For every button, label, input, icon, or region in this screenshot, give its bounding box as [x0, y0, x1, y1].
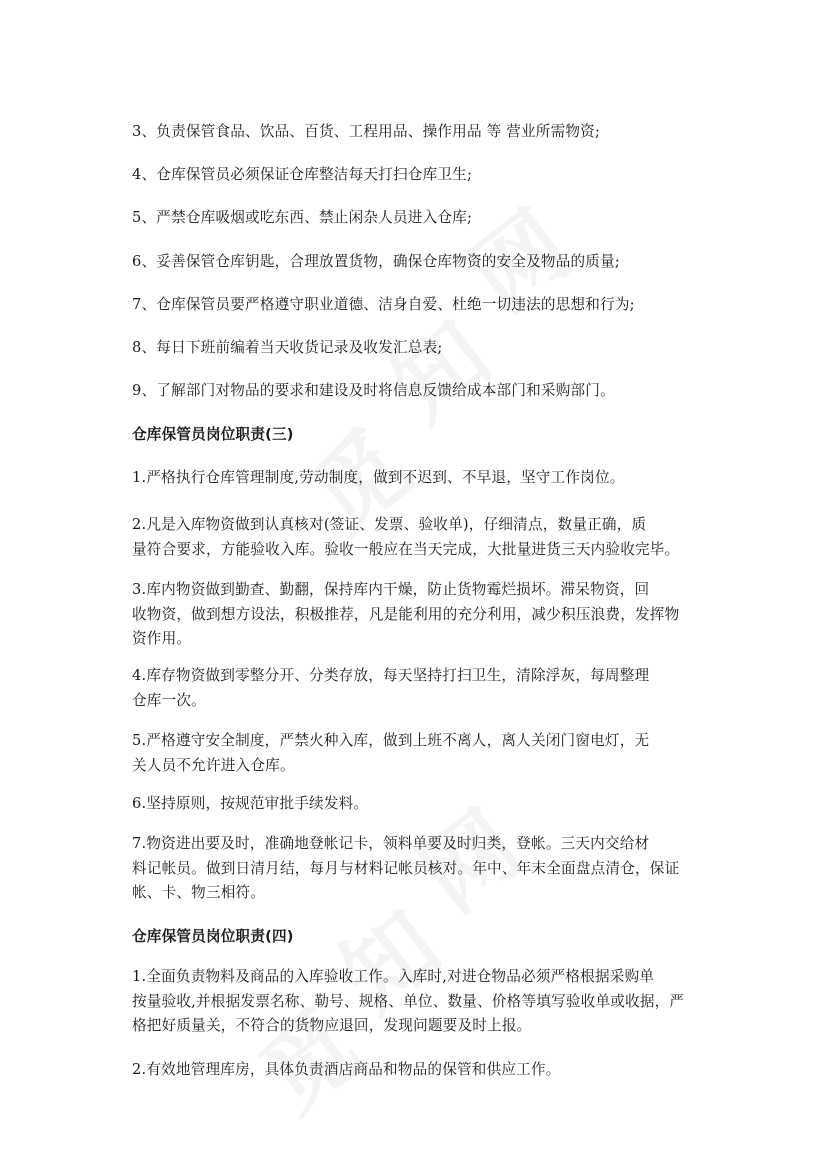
- paragraph-line: 料记帐员。做到日清月结，每月与材料记帐员核对。年中、年末全面盘点清仓，保证: [132, 859, 680, 877]
- paragraph-line: 收物资，做到想方设法，积极推荐，凡是能利用的充分利用，减少积压浪费，发挥物: [132, 605, 680, 623]
- list-item: 9、了解部门对物品的要求和建设及时将信息反馈给成本部门和采购部门。: [132, 382, 615, 399]
- paragraph-line: 2.有效地管理库房，具体负责酒店商品和物品的保管和供应工作。: [132, 1061, 561, 1078]
- list-item: 4、仓库保管员必须保证仓库整洁每天打扫仓库卫生;: [132, 166, 473, 183]
- paragraph-line: 2.凡是入库物资做到认真核对(签证、发票、验收单)，仔细清点，数量正确，质: [132, 516, 647, 533]
- list-item: 6、妥善保管仓库钥匙，合理放置货物，确保仓库物资的安全及物品的质量;: [132, 253, 621, 270]
- paragraph-line: 1.全面负责物料及商品的入库验收工作。入库时,对进仓物品必须严格根据采购单: [132, 968, 655, 985]
- paragraph: [132, 664, 732, 713]
- paragraph: [132, 1061, 561, 1079]
- paragraph-line: 按量验收,并根据发票名称、勒号、规格、单位、数量、价格等填写验收单或收据，严: [132, 992, 685, 1010]
- paragraph: [132, 795, 368, 813]
- paragraph-line: 格把好质量关，不符合的货物应退回，发现问题要及时上报。: [132, 1017, 532, 1034]
- list-item: 5、严禁仓库吸烟或吃东西、禁止闲杂人员进入仓库;: [132, 209, 473, 226]
- section-heading: 仓库保管员岗位职责(三): [132, 426, 294, 443]
- paragraph-line: 4.库存物资做到零整分开、分类存放，每天坚持打扫卫生，清除浮灰，每周整理: [132, 667, 650, 684]
- paragraph: [132, 965, 732, 1039]
- list-item: 8、每日下班前编着当天收货记录及收发汇总表;: [132, 339, 443, 356]
- paragraph-line: 3.库内物资做到勤查、勤翻，保持库内干燥，防止货物霉烂损坏。滞呆物资，回: [132, 581, 650, 598]
- paragraph-line: 量符合要求，方能验收入库。验收一般应在当天完成，大批量进货三天内验收完毕。: [132, 540, 680, 558]
- list-item: 7、仓库保管员要严格遵守职业道德、洁身自爱、杜绝一切违法的思想和行为;: [132, 296, 635, 313]
- list-item: 3、负责保管食品、饮品、百货、工程用品、操作用品 等 营业所需物资;: [132, 123, 601, 140]
- paragraph-line: 帐、卡、物三相符。: [132, 884, 266, 901]
- paragraph-line: 5.严格遵守安全制度，严禁火种入库，做到上班不离人，离人关闭门窗电灯，无: [132, 732, 650, 749]
- paragraph-line: 7.物资进出要及时，准确地登帐记卡，领料单要及时归类，登帐。三天内交给材: [132, 835, 650, 852]
- paragraph-line: 仓库一次。: [132, 691, 206, 709]
- paragraph: [132, 729, 732, 778]
- paragraph: [132, 578, 732, 652]
- paragraph: [132, 832, 732, 906]
- paragraph: [132, 513, 732, 562]
- paragraph: [132, 469, 625, 487]
- section-heading: 仓库保管员岗位职责(四): [132, 928, 294, 945]
- paragraph-line: 6.坚持原则，按规范审批手续发料。: [132, 795, 369, 812]
- paragraph-line: 1.严格执行仓库管理制度,劳动制度，做到不迟到、不早退，坚守工作岗位。: [132, 469, 625, 486]
- paragraph-line: 关人员不允许进入仓库。: [132, 756, 295, 774]
- paragraph-line: 资作用。: [132, 630, 192, 647]
